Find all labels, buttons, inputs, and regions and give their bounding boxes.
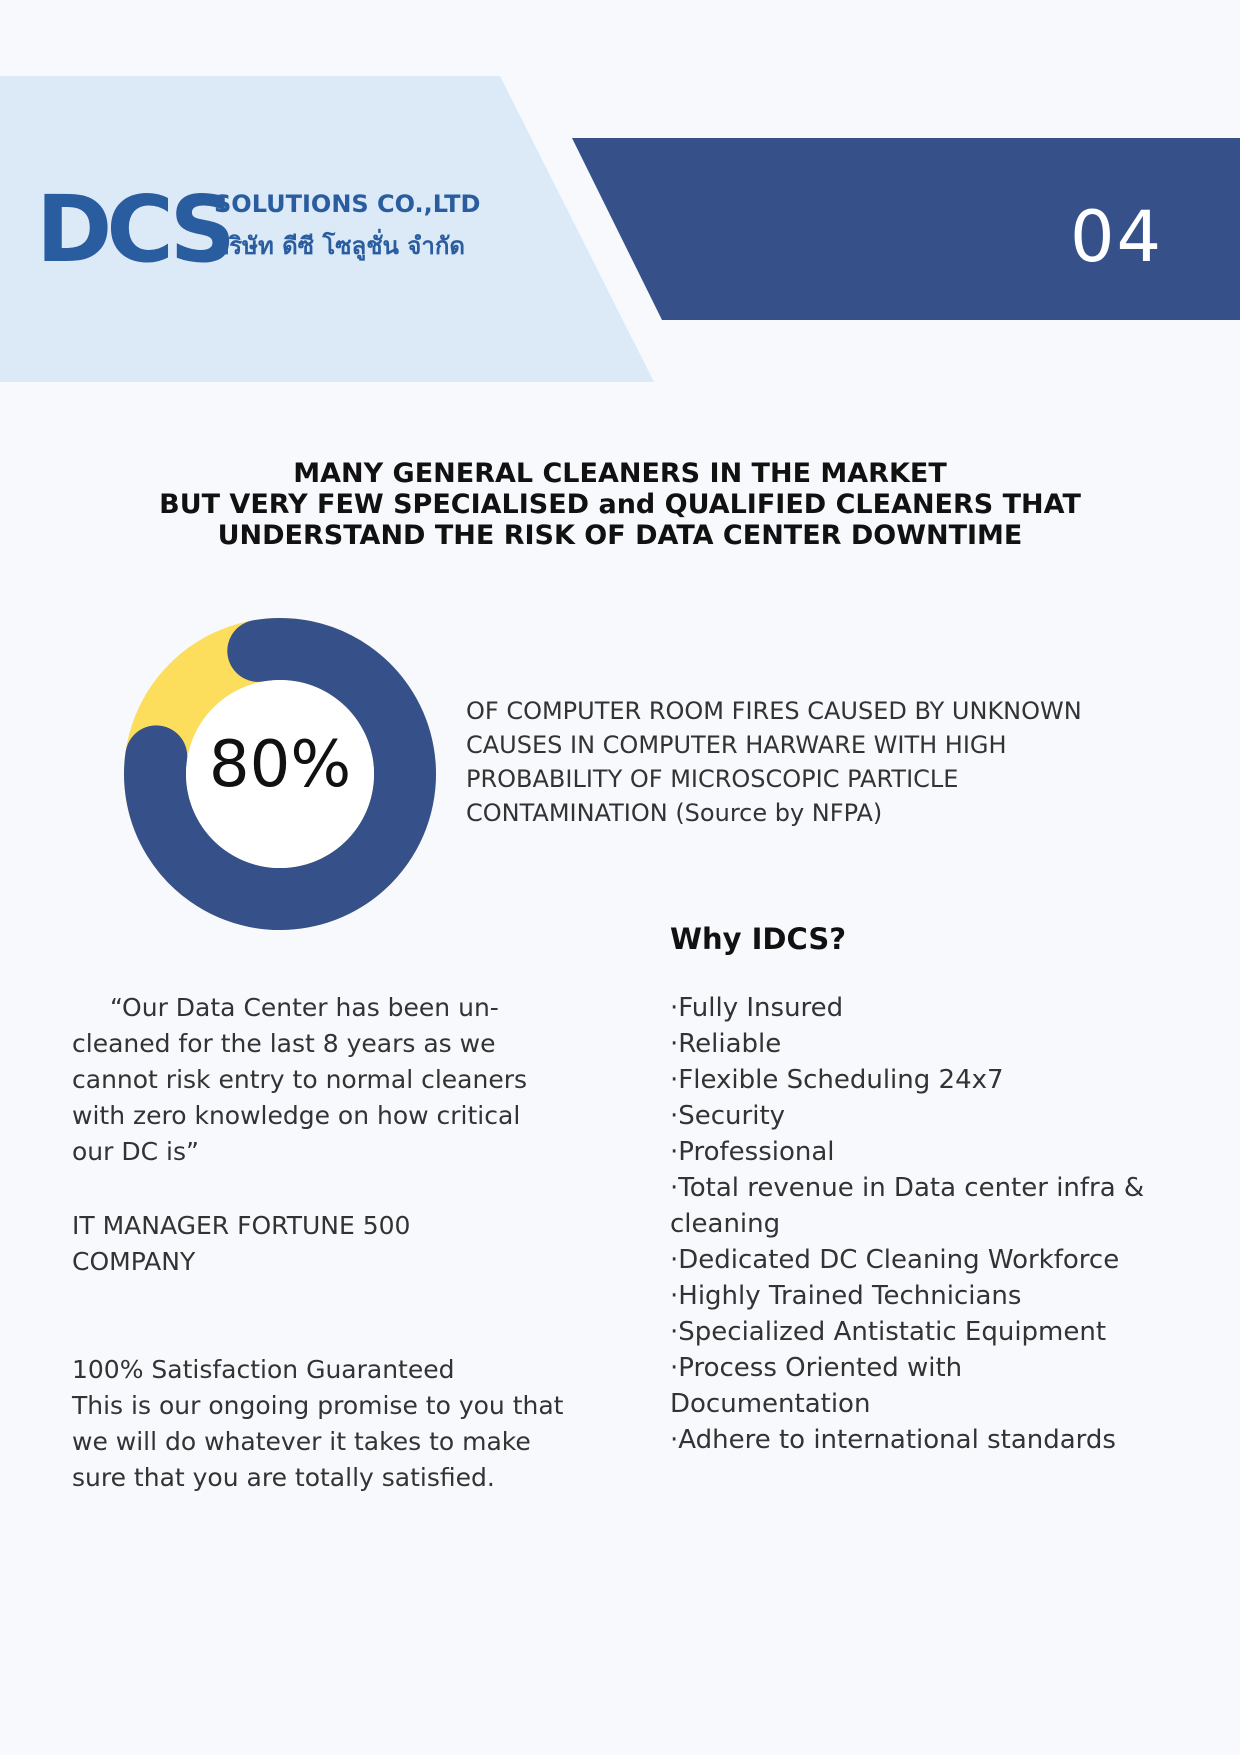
company-name-th: บริษัท ดีซี โซลูชั่น จำกัด xyxy=(214,232,465,260)
list-item: · Total revenue in Data center infra & cleaning xyxy=(670,1170,1170,1242)
guarantee-body: This is our ongoing promise to you that we will do whatever it takes to make sure that you are totally satisfied. xyxy=(72,1391,564,1492)
why-idcs-list xyxy=(670,990,1170,1458)
list-item: · Highly Trained Technicians xyxy=(670,1278,1170,1314)
list-item: · Dedicated DC Cleaning Workforce xyxy=(670,1242,1170,1278)
headline-line-1: MANY GENERAL CLEANERS IN THE MARKET xyxy=(293,458,947,489)
why-idcs-title: Why IDCS? xyxy=(670,922,847,956)
list-item: · Adhere to international standards xyxy=(670,1422,1170,1458)
list-item: · Process Oriented with Documentation xyxy=(670,1350,1170,1422)
list-item: · Professional xyxy=(670,1134,1170,1170)
list-item: · Flexible Scheduling 24x7 xyxy=(670,1062,1170,1098)
headline-line-2: BUT VERY FEW SPECIALISED and QUALIFIED CLEANERS THAT xyxy=(159,489,1081,520)
list-item: · Reliable xyxy=(670,1026,1170,1062)
page-number: 04 xyxy=(1070,196,1164,278)
headline xyxy=(80,458,1160,551)
company-logo: DCS xyxy=(36,176,230,283)
testimonial-quote: “Our Data Center has been un-cleaned for the last 8 years as we cannot risk entry to normal cleaners with zero knowledge on how critical our DC is” xyxy=(72,993,528,1166)
headline-line-3: UNDERSTAND THE RISK OF DATA CENTER DOWNTIME xyxy=(217,520,1023,551)
guarantee-title: 100% Satisfaction Guaranteed xyxy=(72,1355,455,1384)
stat-description: OF COMPUTER ROOM FIRES CAUSED BY UNKNOWN CAUSES IN COMPUTER HARWARE WITH HIGH PROBABILITY OF MICROSCOPIC PARTICLE CONTAMINATION (Source by NFPA) xyxy=(466,697,1082,827)
testimonial-attribution: IT MANAGER FORTUNE 500 COMPANY xyxy=(72,1211,411,1276)
company-name-en: SOLUTIONS CO.,LTD xyxy=(214,190,481,218)
list-item: · Fully Insured xyxy=(670,990,1170,1026)
list-item: · Security xyxy=(670,1098,1170,1134)
stat-percentage: 80% xyxy=(208,728,352,802)
list-item: · Specialized Antistatic Equipment xyxy=(670,1314,1170,1350)
